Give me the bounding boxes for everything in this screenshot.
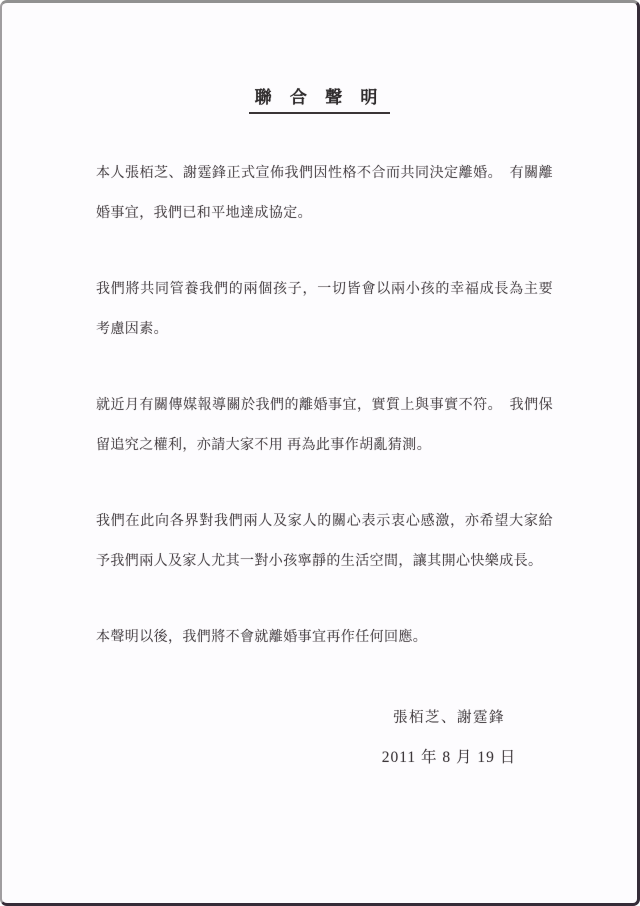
title-row: [2, 3, 637, 114]
paragraph-media-reports: 就近月有關傳媒報導關於我們的離婚事宜，實質上與事實不符。 我們保留追究之權利，亦請大家不用 再為此事作胡亂猜測。: [96, 398, 553, 453]
paragraph-custody: 我們將共同管養我們的兩個孩子，一切皆會以兩小孩的幸福成長為主要考慮因素。: [96, 282, 553, 337]
signature-names: 張栢芝、謝霆鋒: [393, 710, 505, 726]
signature-date: 2011 年 8 月 19 日: [381, 749, 517, 766]
statement-body: [2, 154, 637, 658]
paragraph-no-further-response: 本聲明以後，我們將不會就離婚事宜再作任何回應。: [96, 630, 428, 645]
paragraph-announcement: 本人張栢芝、謝霆鋒正式宣佈我們因性格不合而共同決定離婚。 有關離婚事宜，我們已和平地達成協定。: [96, 166, 553, 221]
paragraph-thanks: 我們在此向各界對我們兩人及家人的關心表示衷心感激，亦希望大家給予我們兩人及家人尤其一對小孩寧靜的生活空間，讓其開心快樂成長。: [96, 514, 553, 569]
document-title: 聯 合 聲 明: [249, 85, 391, 114]
signature-block: [339, 698, 559, 778]
